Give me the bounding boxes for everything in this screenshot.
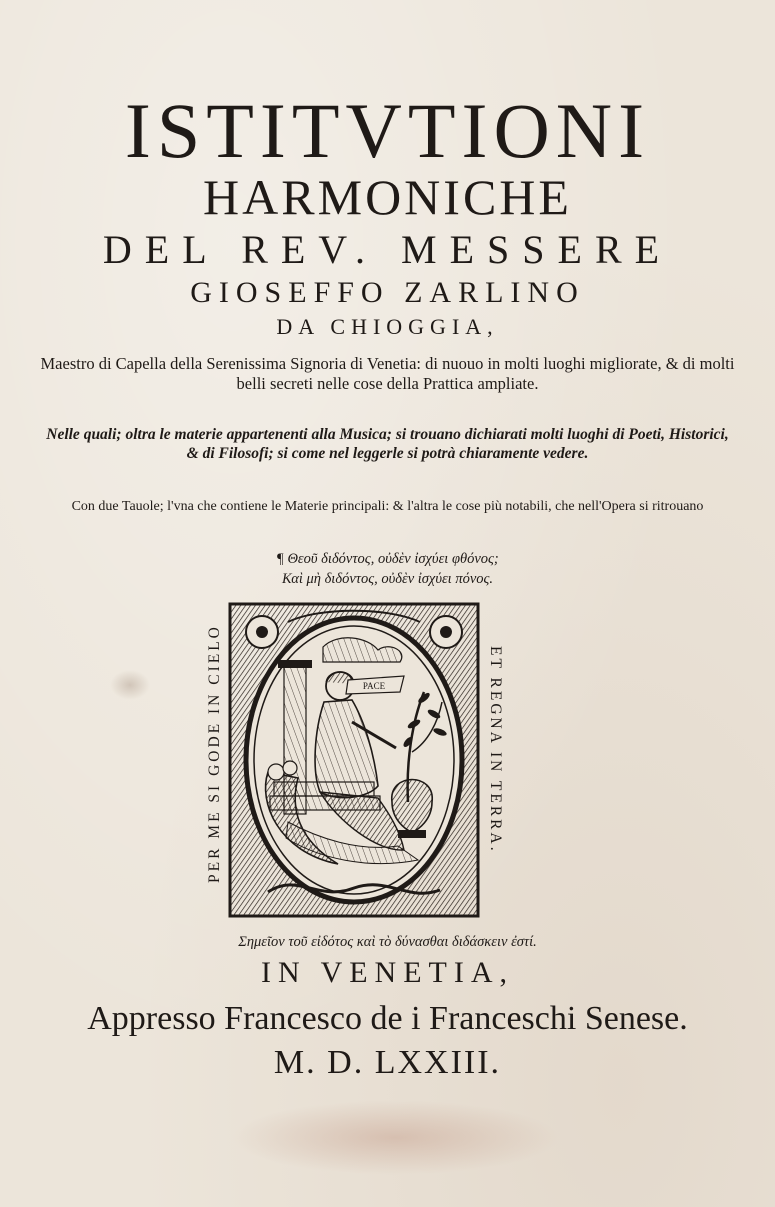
author-name: GIOSEFFO ZARLINO <box>190 276 585 309</box>
imprint-date: M. D. LXXIII. <box>273 1044 502 1081</box>
emblem-motto-left: PER ME SI GODE IN CIELO <box>206 624 223 884</box>
title-line-2: HARMONICHE <box>203 169 572 225</box>
greek-motto: Σημεῖον τοῦ εἰδότος καὶ τὸ δύνασθαι διδάσκειν ἐστί. <box>238 934 537 950</box>
greek-epigraph-line-1: ¶ Θεοῦ διδόντος, οὐδὲν ἰσχύει φθόνος; <box>276 551 499 567</box>
author-origin: DA CHIOGGIA, <box>276 314 499 339</box>
title-line-3: DEL REV. MESSERE <box>102 227 673 272</box>
foxing-spot <box>110 670 150 700</box>
description-paragraph: Maestro di Capella della Serenissima Signoria di Venetia: di nuouo in molti luoghi migliorate, & di molti belli secreti nelle cose della Prattica ampliate. <box>40 354 735 393</box>
greek-epigraph-line-2: Καὶ μὴ διδόντος, οὐδὲν ἰσχύει πόνος. <box>281 571 494 587</box>
printer-device-woodcut <box>228 602 480 918</box>
imprint-printer: Appresso Francesco de i Franceschi Senese. <box>87 1000 688 1037</box>
pace-ribbon-label: PACE <box>362 681 386 691</box>
greek-epigraph <box>0 549 775 589</box>
tables-note: Con due Tauole; l'vna che contiene le Materie principali: & l'altra le cose più notabili, che nell'Opera si ritrouano <box>71 499 704 514</box>
foxing-stain <box>230 1100 560 1175</box>
italic-note: Nelle quali; oltra le materie appartenenti alla Musica; si trouano dichiarati molti luoghi di Poeti, Historici, & di Filosofi; si come nel leggerle si potrà chiaramente vedere. <box>46 426 729 462</box>
title-line-1: ISTITVTIONI <box>124 87 651 174</box>
emblem-motto-right: ET REGNA IN TERRA. <box>487 646 504 854</box>
imprint-place: IN VENETIA, <box>260 956 515 989</box>
